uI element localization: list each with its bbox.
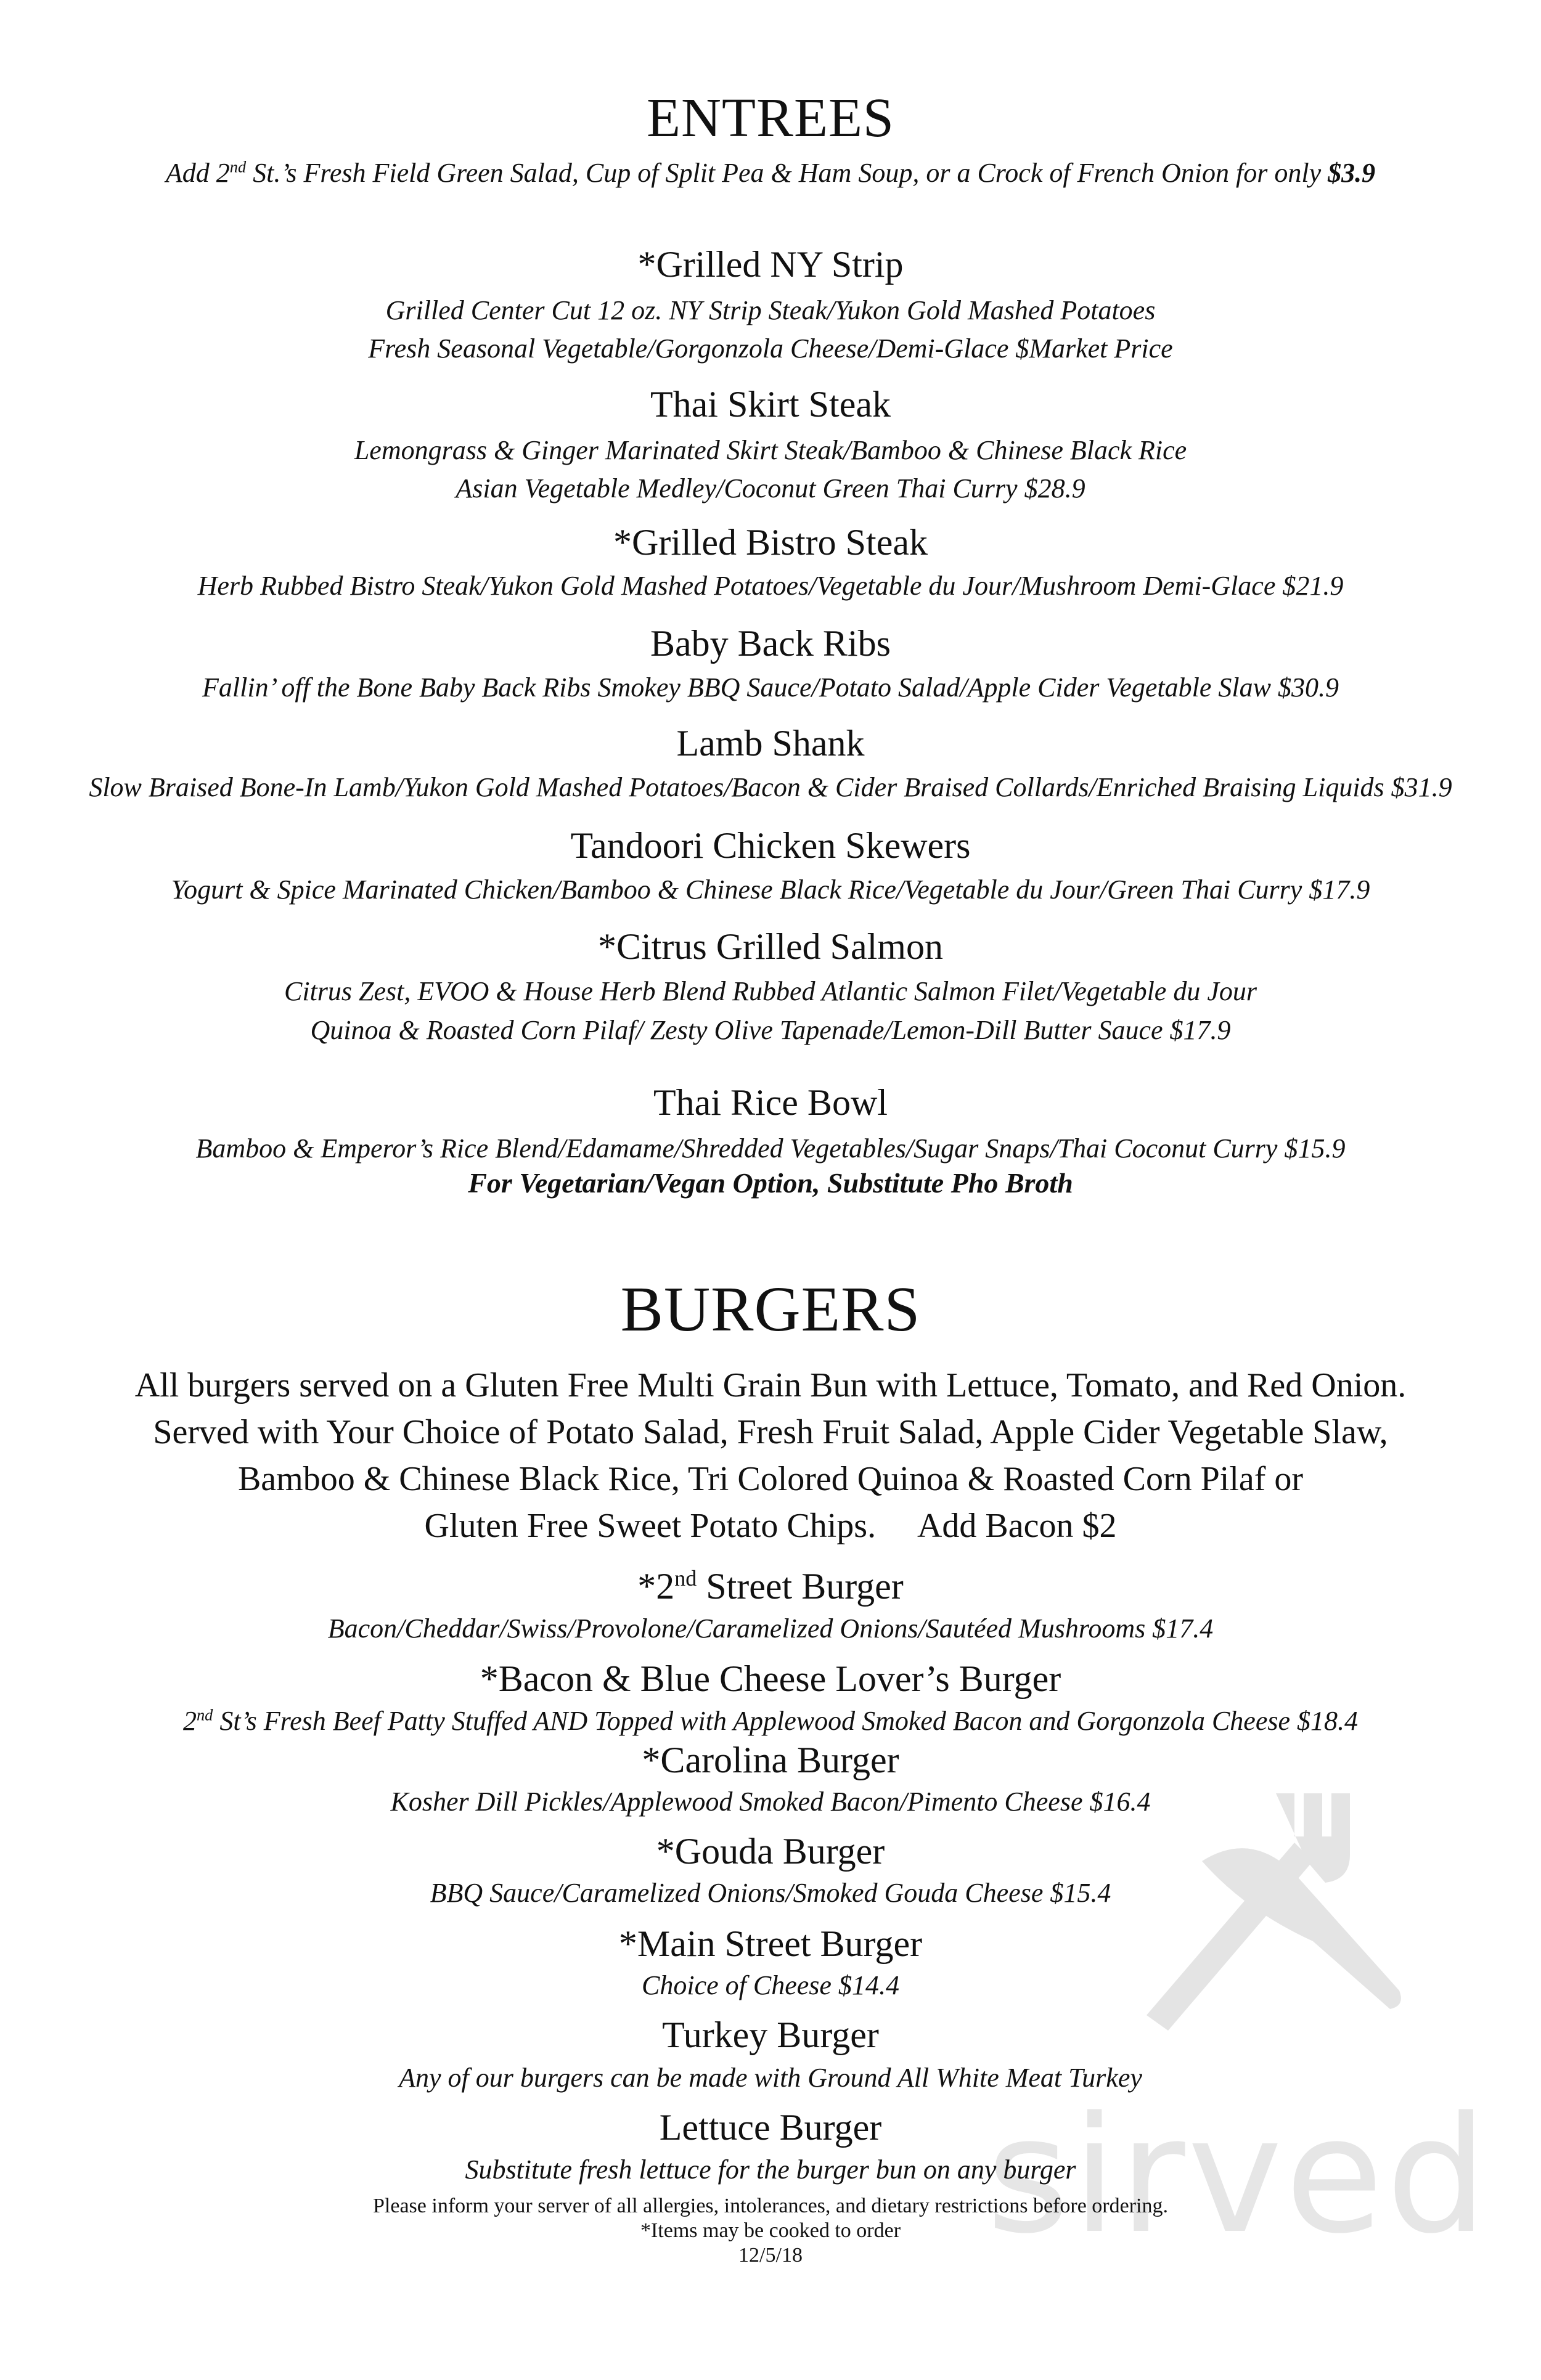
entree-name: *Grilled Bistro Steak — [613, 522, 928, 563]
entree-description: Fresh Seasonal Vegetable/Gorgonzola Cheese/Demi-Glace $Market Price — [368, 333, 1173, 364]
burger-description: Substitute fresh lettuce for the burger bun on any burger — [465, 2154, 1076, 2185]
burger-name: Turkey Burger — [662, 2015, 879, 2055]
entree-name: *Citrus Grilled Salmon — [598, 926, 943, 967]
burger-name: *Main Street Burger — [618, 1923, 923, 1964]
burger-name: *Gouda Burger — [656, 1831, 885, 1872]
entrees-title: ENTREES — [647, 88, 894, 149]
burger-description: 2nd St’s Fresh Beef Patty Stuffed AND Topped with Applewood Smoked Bacon and Gorgonzola Cheese $18.4 — [182, 1705, 1358, 1736]
entree-description: Slow Braised Bone-In Lamb/Yukon Gold Mashed Potatoes/Bacon & Cider Braised Collards/Enriched Braising Liquids $31.9 — [89, 772, 1452, 802]
entree-description: Quinoa & Roasted Corn Pilaf/ Zesty Olive Tapenade/Lemon-Dill Butter Sauce $17.9 — [310, 1015, 1231, 1045]
entree-description: Citrus Zest, EVOO & House Herb Blend Rubbed Atlantic Salmon Filet/Vegetable du Jour — [284, 976, 1257, 1006]
burger-name: *2nd Street Burger — [637, 1566, 904, 1607]
menu-date: 12/5/18 — [738, 2244, 803, 2267]
burger-name: *Bacon & Blue Cheese Lover’s Burger — [480, 1658, 1061, 1699]
burger-description: BBQ Sauce/Caramelized Onions/Smoked Gouda Cheese $15.4 — [430, 1878, 1111, 1908]
entree-name: *Grilled NY Strip — [637, 244, 904, 285]
entree-name: Baby Back Ribs — [650, 623, 891, 664]
menu-footer — [0, 2194, 1541, 2268]
entree-name: Lamb Shank — [676, 723, 865, 764]
entree-description: Herb Rubbed Bistro Steak/Yukon Gold Mashed Potatoes/Vegetable du Jour/Mushroom Demi-Glace $21.9 — [197, 571, 1344, 601]
burger-description: Kosher Dill Pickles/Applewood Smoked Bacon/Pimento Cheese $16.4 — [390, 1787, 1151, 1817]
entree-description: Lemongrass & Ginger Marinated Skirt Steak/Bamboo & Chinese Black Rice — [354, 435, 1187, 465]
burgers-title: BURGERS — [620, 1274, 921, 1345]
entree-description: Grilled Center Cut 12 oz. NY Strip Steak/Yukon Gold Mashed Potatoes — [385, 295, 1156, 325]
entrees-promo: Add 2nd St.’s Fresh Field Green Salad, Cup of Split Pea & Ham Soup, or a Crock of French Onion for only $3.9 — [165, 157, 1376, 188]
entree-description: Asian Vegetable Medley/Coconut Green Thai Curry $28.9 — [456, 473, 1085, 503]
burger-description: Bacon/Cheddar/Swiss/Provolone/Caramelized Onions/Sautéed Mushrooms $17.4 — [327, 1613, 1214, 1644]
allergy-notice: Please inform your server of all allergies, intolerances, and dietary restrictions before ordering. — [373, 2195, 1168, 2217]
burger-description: Any of our burgers can be made with Ground All White Meat Turkey — [399, 2063, 1142, 2093]
watermark-text: sirved — [986, 2083, 1490, 2269]
entree-description: Yogurt & Spice Marinated Chicken/Bamboo & Chinese Black Rice/Vegetable du Jour/Green Thai Curry $17.9 — [171, 874, 1370, 905]
burgers-intro: All burgers served on a Gluten Free Multi Grain Bun with Lettuce, Tomato, and Red Onion. Served with Your Choice of Potato Salad, Fresh Fruit Salad, Apple Cider Vegetable Slaw, Bamboo & Chinese Black Rice, Tri Colored Quinoa & Roasted Corn Pilaf or Gluten Free Sweet Potato Chips. Add Bacon $2 — [134, 1366, 1407, 1545]
burger-name: *Carolina Burger — [642, 1740, 899, 1780]
entree-note: For Vegetarian/Vegan Option, Substitute Pho Broth — [468, 1167, 1073, 1199]
burger-name: Lettuce Burger — [659, 2107, 882, 2148]
entree-name: Thai Rice Bowl — [653, 1082, 888, 1123]
cooked-to-order-note: *Items may be cooked to order — [640, 2219, 901, 2242]
entree-description: Bamboo & Emperor’s Rice Blend/Edamame/Shredded Vegetables/Sugar Snaps/Thai Coconut Curry $15.9 — [195, 1133, 1346, 1164]
entree-name: Tandoori Chicken Skewers — [570, 825, 971, 866]
burger-description: Choice of Cheese $14.4 — [642, 1970, 899, 2000]
entree-description: Fallin’ off the Bone Baby Back Ribs Smokey BBQ Sauce/Potato Salad/Apple Cider Vegetable Slaw $30.9 — [202, 672, 1339, 703]
entree-name: Thai Skirt Steak — [650, 384, 891, 425]
